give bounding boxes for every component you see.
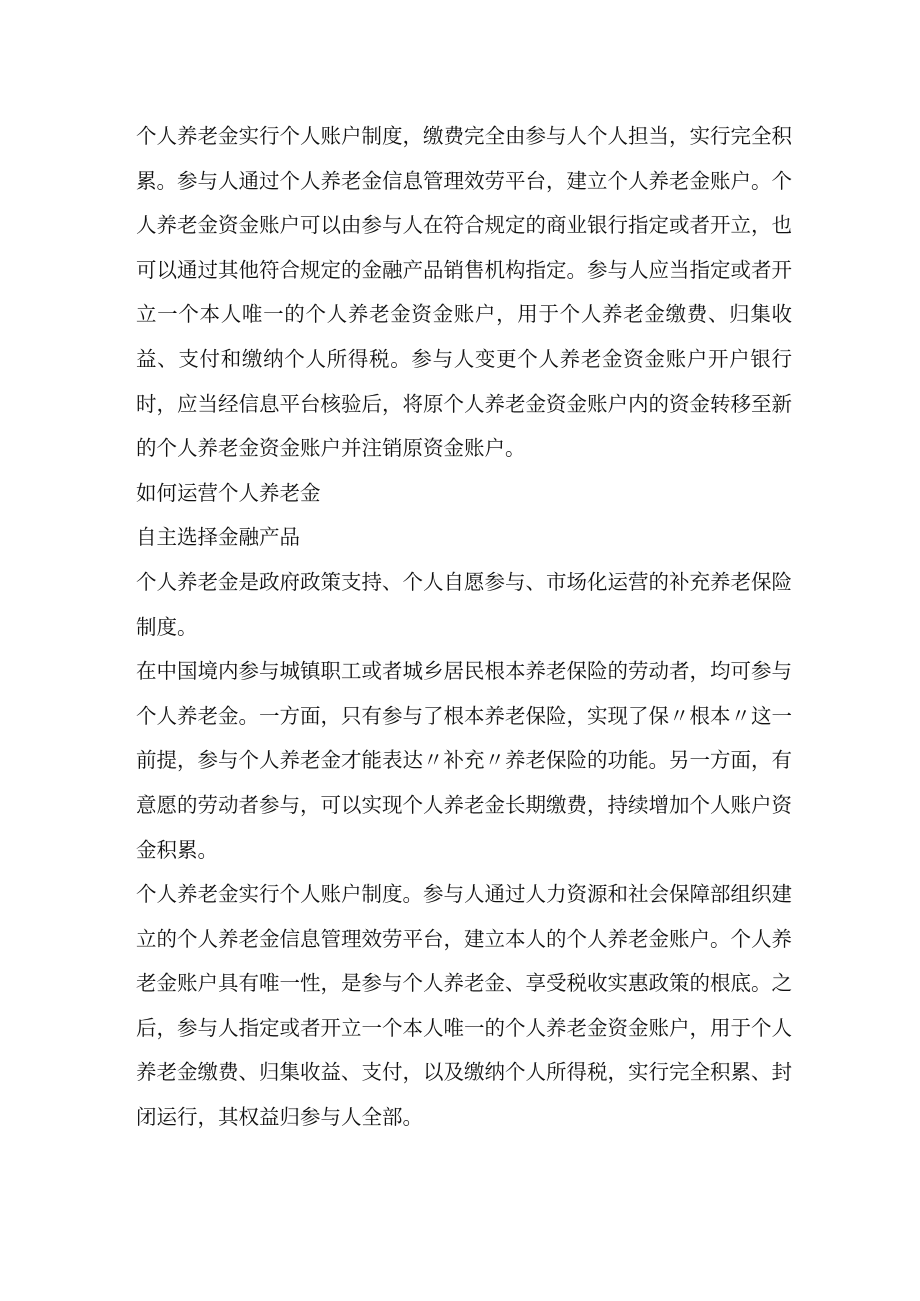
heading-choose-products: 自主选择金融产品 xyxy=(136,525,300,550)
document-body xyxy=(136,114,792,1140)
paragraph-account-system: 个人养老金实行个人账户制度，缴费完全由参与人个人担当，实行完全积累。参与人通过个人养老金信息管理效劳平台，建立个人养老金账户。个人养老金资金账户可以由参与人在符合规定的商业银行指定或者开立，也可以通过其他符合规定的金融产品销售机构指定。参与人应当指定或者开立一个本人唯一的个人养老金资金账户，用于个人养老金缴费、归集收益、支付和缴纳个人所得税。参与人变更个人养老金资金账户开户银行时，应当经信息平台核验后，将原个人养老金资金账户内的资金转移至新的个人养老金资金账户并注销原资金账户。 xyxy=(136,124,792,461)
heading-how-to-operate: 如何运营个人养老金 xyxy=(136,480,321,505)
paragraph-account-details: 个人养老金实行个人账户制度。参与人通过人力资源和社会保障部组织建立的个人养老金信息管理效劳平台，建立本人的个人养老金账户。个人养老金账户具有唯一性，是参与个人养老金、享受税收实惠政策的根底。之后，参与人指定或者开立一个本人唯一的个人养老金资金账户，用于个人养老金缴费、归集收益、支付，以及缴纳个人所得税，实行完全积累、封闭运行，其权益归参与人全部。 xyxy=(136,882,792,1130)
paragraph-definition: 个人养老金是政府政策支持、个人自愿参与、市场化运营的补充养老保险制度。 xyxy=(136,569,792,639)
paragraph-eligibility: 在中国境内参与城镇职工或者城乡居民根本养老保险的劳动者，均可参与个人养老金。一方面，只有参与了根本养老保险，实现了保〃根本〃这一前提，参与个人养老金才能表达〃补充〃养老保险的功能。另一方面，有意愿的劳动者参与，可以实现个人养老金长期缴费，持续增加个人账户资金积累。 xyxy=(136,659,792,862)
